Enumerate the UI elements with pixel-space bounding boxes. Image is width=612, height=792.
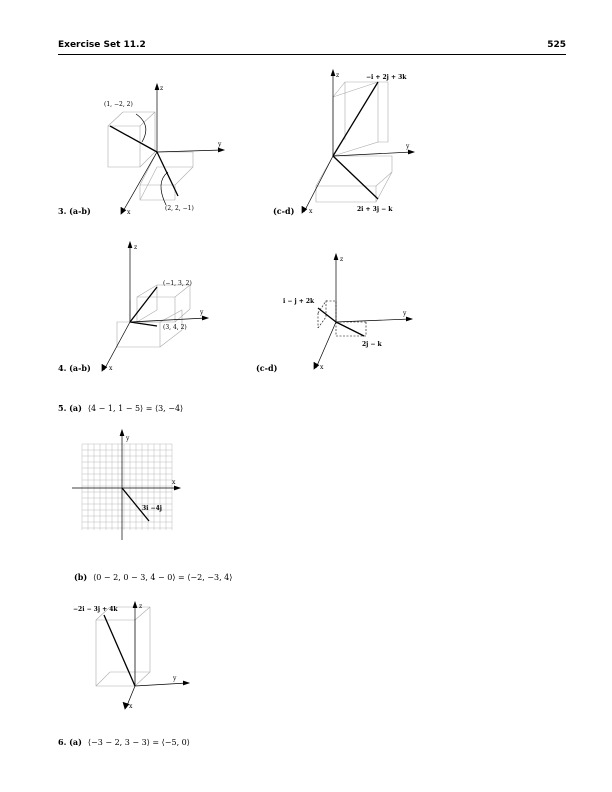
axis-label-x: x — [172, 479, 176, 486]
exercise-part: (b) — [74, 572, 88, 582]
axis-label-x: x — [309, 208, 313, 215]
axis-label-z: z — [139, 603, 143, 610]
equation: ⟨4 − 1, 1 − 5⟩ = ⟨3, −4⟩ — [87, 404, 184, 413]
axis-label-x: x — [320, 364, 324, 371]
axis-label-x: x — [127, 209, 131, 216]
axis-label-y: y — [126, 435, 130, 442]
point-label: (−1, 3, 2) — [163, 280, 192, 287]
axis-label-x: x — [109, 365, 113, 372]
exercise-number: 6. (a) — [58, 737, 82, 747]
axis-label-z: z — [134, 244, 138, 251]
page-number: 525 — [547, 40, 566, 50]
box-5b — [96, 607, 150, 686]
point-label: (2, 2, −1) — [165, 205, 194, 212]
exercise-3cd-label: (c-d) — [273, 206, 295, 216]
axis-label-z: z — [160, 85, 164, 92]
axes-5b — [123, 602, 189, 709]
vector-5b — [104, 615, 135, 686]
vector-label: i − j + 2k — [283, 298, 315, 305]
axis-label-y: y — [406, 143, 410, 150]
axis-label-y: y — [403, 310, 407, 317]
exercise-4cd-label: (c-d) — [256, 363, 278, 373]
vector-label: 2i + 3j − k — [357, 206, 393, 213]
section-title: Exercise Set 11.2 — [58, 40, 146, 50]
vector-label: 2j − k — [362, 341, 382, 348]
point-label: (3, 4, 2) — [163, 324, 187, 331]
point-label: (1, −2, 2) — [104, 101, 133, 108]
exercise-4ab-label: 4. (a-b) — [58, 363, 91, 373]
equation: ⟨0 − 2, 0 − 3, 4 − 0⟩ = ⟨−2, −3, 4⟩ — [93, 573, 233, 582]
axis-label-y: y — [200, 309, 204, 316]
axis-label-z: z — [340, 256, 344, 263]
axis-label-x: x — [129, 703, 133, 710]
vector-label: −2i − 3j + 4k — [73, 606, 118, 613]
exercise-number: 5. (a) — [58, 403, 82, 413]
exercise-6a — [58, 737, 190, 747]
axis-label-y: y — [218, 141, 222, 148]
exercise-3ab-label: 3. (a-b) — [58, 206, 91, 216]
vector-label: 3i −4j — [142, 505, 162, 512]
equation: ⟨−3 − 2, 3 − 3⟩ = ⟨−5, 0⟩ — [87, 738, 190, 747]
axis-label-y: y — [173, 675, 177, 682]
axis-label-z: z — [336, 72, 340, 79]
vector-label: −i + 2j + 3k — [366, 74, 407, 81]
